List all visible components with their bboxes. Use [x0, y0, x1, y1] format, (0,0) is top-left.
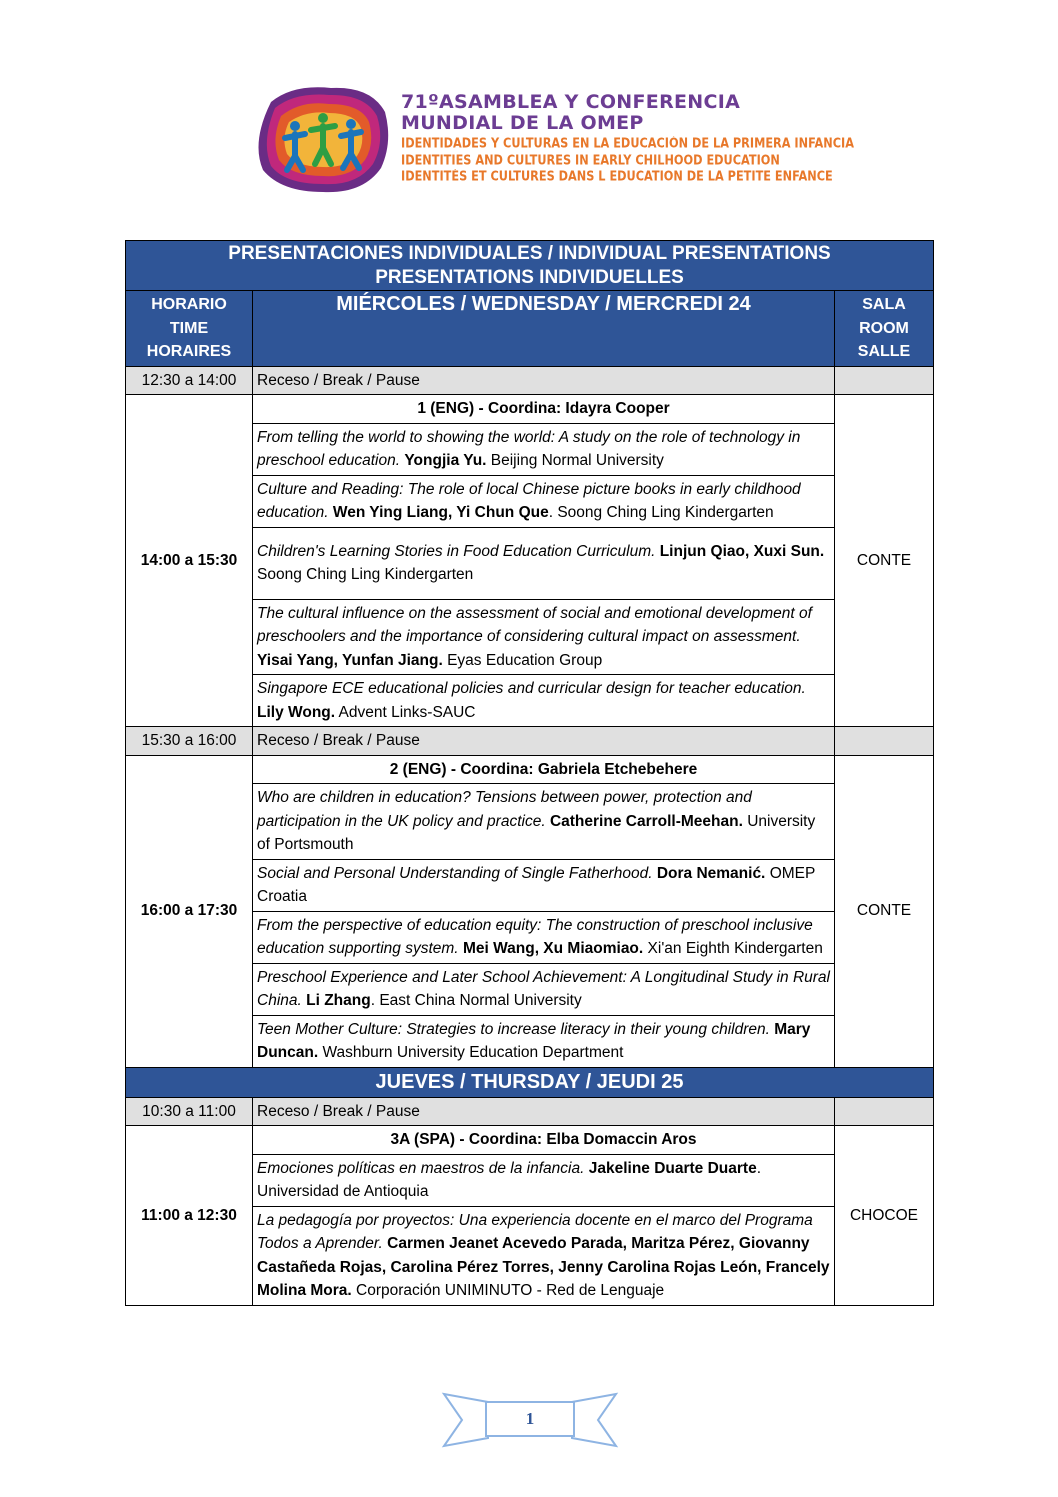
presentation-entry — [253, 784, 835, 860]
presentation-title: Singapore ECE educational policies and curricular design for teacher education. — [257, 680, 806, 697]
session-coordinator: 3A (SPA) - Coordina: Elba Domaccin Aros — [253, 1126, 835, 1155]
presentation-authors: Carmen Jeanet Acevedo Parada, Maritza Pérez, Giovanny Castañeda Rojas, Carolina Pérez Torres, Jenny Carolina Rojas León, Francely Molina Mora. — [257, 1235, 830, 1299]
schedule-table — [125, 240, 934, 1306]
omep-logo-icon — [253, 82, 391, 194]
presentation-authors: Li Zhang — [306, 992, 371, 1009]
presentation-entry — [253, 1206, 835, 1305]
session-room: CONTE — [835, 755, 934, 1067]
col-room-en: ROOM — [859, 319, 909, 337]
presentation-title: Teen Mother Culture: Strategies to increase literacy in their young children. — [257, 1020, 770, 1038]
presentation-authors: Jakeline Duarte Duarte — [588, 1159, 757, 1177]
break-label: Receso / Break / Pause — [253, 366, 835, 395]
break-row — [126, 727, 934, 756]
presentation-title: Preschool Experience and Later School Achievement: A Longitudinal Study in Rural China. — [257, 968, 830, 1009]
wednesday-day-header: MIÉRCOLES / WEDNESDAY / MERCREDI 24 — [253, 291, 835, 367]
session-coord-row — [126, 1126, 934, 1155]
session-room: CHOCOE — [835, 1126, 934, 1306]
table-title-line1: PRESENTACIONES INDIVIDUALES / INDIVIDUAL PRESENTATIONS — [228, 243, 831, 264]
presentation-entry — [253, 675, 835, 727]
presentation-authors: Catherine Carroll-Meehan. — [549, 812, 743, 830]
table-title — [126, 241, 934, 291]
presentation-entry — [253, 963, 835, 1015]
presentation-affiliation: . Soong Ching Ling Kindergarten — [548, 504, 774, 521]
break-label: Receso / Break / Pause — [253, 727, 835, 756]
presentation-authors: Lily Wong. — [257, 703, 336, 721]
session-coord-row — [126, 755, 934, 784]
presentation-authors: Linjun Qiao, Xuxi Sun. — [659, 542, 825, 560]
presentation-affiliation: Beijing Normal University — [490, 452, 664, 469]
time-column-header — [126, 291, 253, 367]
break-room — [835, 1097, 934, 1126]
presentation-entry — [253, 527, 835, 599]
presentation-authors: Dora Nemanić. — [656, 864, 766, 882]
conference-title-block — [401, 92, 854, 184]
presentation-title: Emociones políticas en maestros de la infancia. — [257, 1159, 585, 1177]
conference-subtitle-fr: IDENTITÉS ET CULTURES DANS L EDUCATION DE LA PETITE ENFANCE — [401, 169, 833, 184]
presentation-affiliation: OMEP Croatia — [257, 864, 816, 905]
presentation-entry — [253, 1015, 835, 1067]
presentation-title: From telling the world to showing the world: A study on the role of technology in preschool education. — [257, 428, 801, 469]
presentation-authors: Yisai Yang, Yunfan Jiang. — [257, 651, 443, 669]
presentation-entry — [253, 599, 835, 675]
presentation-affiliation: . Universidad de Antioquia — [257, 1159, 762, 1200]
conference-header — [253, 82, 853, 194]
presentation-affiliation: Washburn University Education Department — [322, 1044, 624, 1061]
thursday-header-row — [126, 1067, 934, 1097]
presentation-entry — [253, 423, 835, 475]
break-label: Receso / Break / Pause — [253, 1097, 835, 1126]
session-coordinator: 2 (ENG) - Coordina: Gabriela Etchebehere — [253, 755, 835, 784]
conference-subtitle-es: IDENTIDADES Y CULTURAS EN LA EDUCACIÓN DE LA PRIMERA INFANCIA — [401, 136, 854, 151]
col-room-fr: SALLE — [857, 343, 911, 360]
break-room — [835, 366, 934, 395]
break-time: 10:30 a 11:00 — [126, 1097, 253, 1126]
presentation-entry — [253, 911, 835, 963]
presentation-authors: Mei Wang, Xu Miaomiao. — [462, 940, 644, 957]
room-column-header — [835, 291, 934, 367]
session-coordinator: 1 (ENG) - Coordina: Idayra Cooper — [253, 395, 835, 424]
column-header-row — [126, 291, 934, 367]
presentation-affiliation: Soong Ching Ling Kindergarten — [257, 566, 474, 583]
break-time: 12:30 a 14:00 — [126, 366, 253, 395]
presentation-title: Who are children in education? Tensions between power, protection and participation in the UK policy and practice. — [257, 789, 752, 830]
table-title-line2: PRESENTATIONS INDIVIDUELLES — [375, 266, 684, 288]
break-row — [126, 1097, 934, 1126]
session-time: 11:00 a 12:30 — [126, 1126, 253, 1306]
break-room — [835, 727, 934, 756]
session-coord-row — [126, 395, 934, 424]
table-title-row — [126, 241, 934, 291]
presentation-authors: Yongjia Yu. — [404, 452, 487, 469]
presentation-title: La pedagogía por proyectos: Una experiencia docente en el marco del Programa Todos a Aprender. — [257, 1211, 813, 1252]
presentation-title: Culture and Reading: The role of local Chinese picture books in early childhood education. — [257, 480, 801, 521]
session-room: CONTE — [835, 395, 934, 727]
presentation-entry — [253, 475, 835, 527]
presentation-title: From the perspective of education equity: The construction of preschool inclusive education supporting system. — [257, 916, 813, 957]
presentation-entry — [253, 859, 835, 911]
session-time: 14:00 a 15:30 — [126, 395, 253, 727]
page-number-banner — [440, 1388, 620, 1450]
break-row — [126, 366, 934, 395]
col-time-fr: HORAIRES — [146, 343, 232, 360]
thursday-day-header: JUEVES / THURSDAY / JEUDI 25 — [126, 1067, 934, 1097]
presentation-title: Social and Personal Understanding of Single Fatherhood. — [257, 864, 653, 882]
presentation-authors: Wen Ying Liang, Yi Chun Que — [332, 504, 549, 521]
col-room-es: SALA — [862, 296, 906, 313]
presentation-affiliation: University of Portsmouth — [257, 812, 816, 853]
presentation-entry — [253, 1154, 835, 1206]
presentation-title: Children's Learning Stories in Food Education Curriculum. — [257, 542, 656, 560]
page-number: 1 — [525, 1409, 535, 1428]
col-time-en: TIME — [169, 319, 209, 337]
presentation-affiliation: . East China Normal University — [370, 992, 582, 1009]
presentation-affiliation: Corporación UNIMINUTO - Red de Lenguaje — [356, 1282, 665, 1299]
presentation-affiliation: Advent Links-SAUC — [338, 703, 476, 721]
presentation-affiliation: Eyas Education Group — [447, 651, 603, 669]
session-time: 16:00 a 17:30 — [126, 755, 253, 1067]
conference-title-line2: MUNDIAL DE LA OMEP — [401, 112, 644, 134]
conference-title-line1: 71ºASAMBLEA Y CONFERENCIA — [401, 91, 741, 113]
presentation-affiliation: Xi'an Eighth Kindergarten — [647, 940, 823, 957]
col-time-es: HORARIO — [151, 296, 227, 313]
break-time: 15:30 a 16:00 — [126, 727, 253, 756]
conference-subtitle-en: IDENTITIES AND CULTURES IN EARLY CHILHOOD EDUCATION — [401, 152, 780, 168]
presentation-authors: Mary Duncan. — [257, 1020, 811, 1061]
presentation-title: The cultural influence on the assessment of social and emotional development of preschoolers and the importance of considering cultural impact on assessment. — [257, 604, 812, 645]
